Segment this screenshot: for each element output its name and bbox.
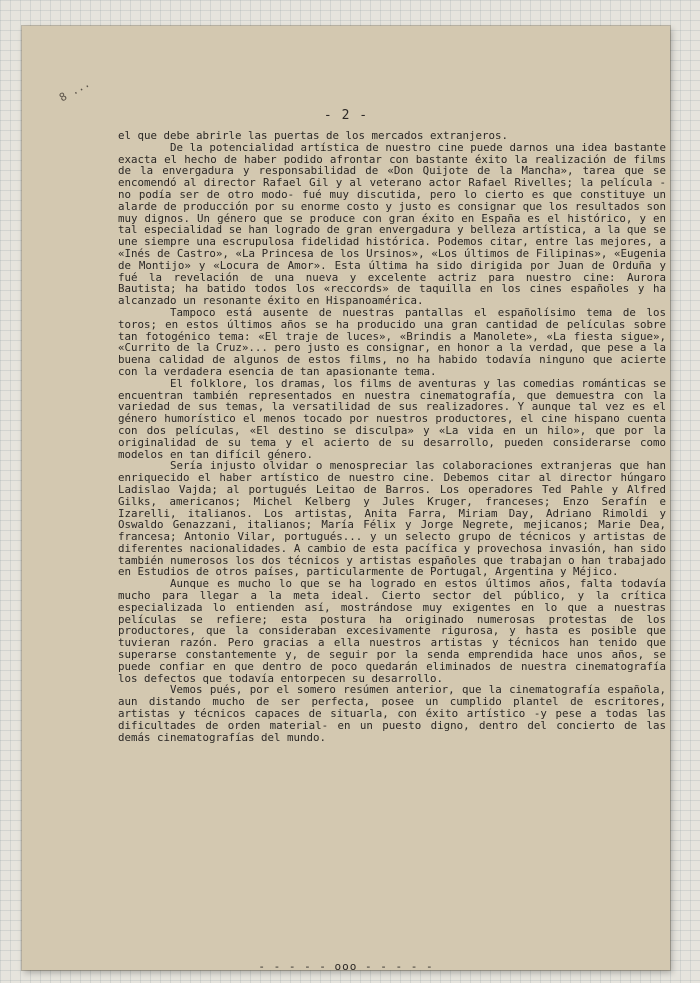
document-sheet bbox=[22, 26, 670, 973]
paragraph-foreign-collaborations: Sería injusto olvidar o menospreciar las colaboraciones extranjeras que han enriquecido el haber artístico de nuestro cine. Debemos citar al director húngaro Ladislao Vajda; al portugués Leitao de Barros. Los operadores Ted Pahle y Alfred Gilks, americanos; Michel Kelberg y Jules Kruger, franceses; Enzo Serafín e Izarelli, italianos. Los artistas, Anita Farra, Miriam Day, Adriano Rimoldi y Oswaldo Genazzani, italianos; María Félix y Jorge Negrete, mejicanos; Marie Dea, francesa; Antonio Vilar, portugués... y un selecto grupo de técnicos y artistas de diferentes nacionalidades. A cambio de esta pacífica y provechosa invasión, han sido también numerosos los dos técnicos y artistas españoles que trabajan o han trabajado en Estudios de otros países, particularmente de Portugal, Argentina y Méjico. bbox=[118, 459, 666, 579]
end-mark: - - - - - ooo - - - - - bbox=[258, 960, 434, 973]
paragraph-genres: El folklore, los dramas, los films de aventuras y las comedias románticas se encuentran también representados en nuestra cinematografía, que demuestra con la variedad de sus temas, la versatilidad de sus realizadores. Y aunque tal vez es el género humorístico el menos tocado por nuestros productores, el cine hispano cuenta con dos películas, «El destino se disculpa» y «La vida en un hilo», que por la originalidad de su tema y el acierto de su desarrollo, pueden considerarse como modelos en tan difícil género. bbox=[118, 376, 666, 461]
paragraph-continuation: el que debe abrirle las puertas de los mercados extranjeros. bbox=[118, 129, 509, 142]
margin-mark: 8 ... bbox=[56, 76, 93, 105]
paragraph-artistic-potential: De la potencialidad artística de nuestro cine puede darnos una idea bastante exacta el hecho de haber podido afrontar con bastante éxito la realización de films de la envergadura y responsabilidad de «Don Quijote de la Mancha», tarea que se encomendó al director Rafael Gil y al veterano actor Rafael Rivelles; la película -no podía ser de otro modo- fué muy discutida, pero lo cierto es que constituye un alarde de producción por su enorme costo y justo es consignar que los resultados son muy dignos. Un género que se produce con gran éxito en España es el histórico, y en tal especialidad se han logrado de gran envergadura y belleza artística, a la que se une siempre una escrupulosa fidelidad histórica. Podemos citar, entre las mejores, a «Inés de Castro», «La Princesa de los Ursinos», «Los últimos de Filipinas», «Eugenia de Montijo» y «Locura de Amor». Esta última ha sido dirigida por Juan de Orduña y fué la revelación de una nueva y excelente actriz para nuestro cine: Aurora Bautista; ha batido todos los «reccords» de taquilla en los cines españoles y ha alcanzado un resonante éxito en Hispanoamérica. bbox=[118, 140, 666, 308]
paragraph-conclusion: Vemos pués, por el somero resúmen anterior, que la cinematografía española, aun distando mucho de ser perfecta, posee un cumplido plantel de escritores, artistas y técnicos capaces de situarla, con éxito artístico -y pese a todas las dificultades de orden material- en un puesto digno, dentro del concierto de las demás cinematografías del mundo. bbox=[118, 683, 666, 744]
document-body bbox=[118, 130, 666, 743]
page-number: - 2 - bbox=[323, 108, 369, 123]
paragraph-bullfighting: Tampoco está ausente de nuestras pantallas el españolísimo tema de los toros; en estos últimos años se ha producido una gran cantidad de películas sobre tan fotogénico tema: «El traje de luces», «Brindis a Manolete», «La fiesta sigue», «Currito de la Cruz»... pero justo es consignar, en honor a la verdad, que pese a la buena calidad de algunos de estos films, no ha habido todavía ninguno que acierte con la verdadera esencia de tan apasionante tema. bbox=[118, 305, 666, 378]
paragraph-criticism: Aunque es mucho lo que se ha logrado en estos últimos años, falta todavía mucho para llegar a la meta ideal. Cierto sector del público, y la crítica especializada lo entienden así, mostrándose muy exigentes en lo que a nuestras películas se refiere; esta postura ha originado numerosas protestas de los productores, que la consideraban excesivamente rigurosa, y hasta es posible que tuvieran razón. Pero gracias a ella nuestros artistas y técnicos han tenido que superarse constantemente y, de seguir por la senda emprendida hace unos años, se puede confiar en que dentro de poco quedarán eliminados de nuestra cinematografía los defectos que todavía entorpecen su desarrollo. bbox=[118, 577, 666, 685]
